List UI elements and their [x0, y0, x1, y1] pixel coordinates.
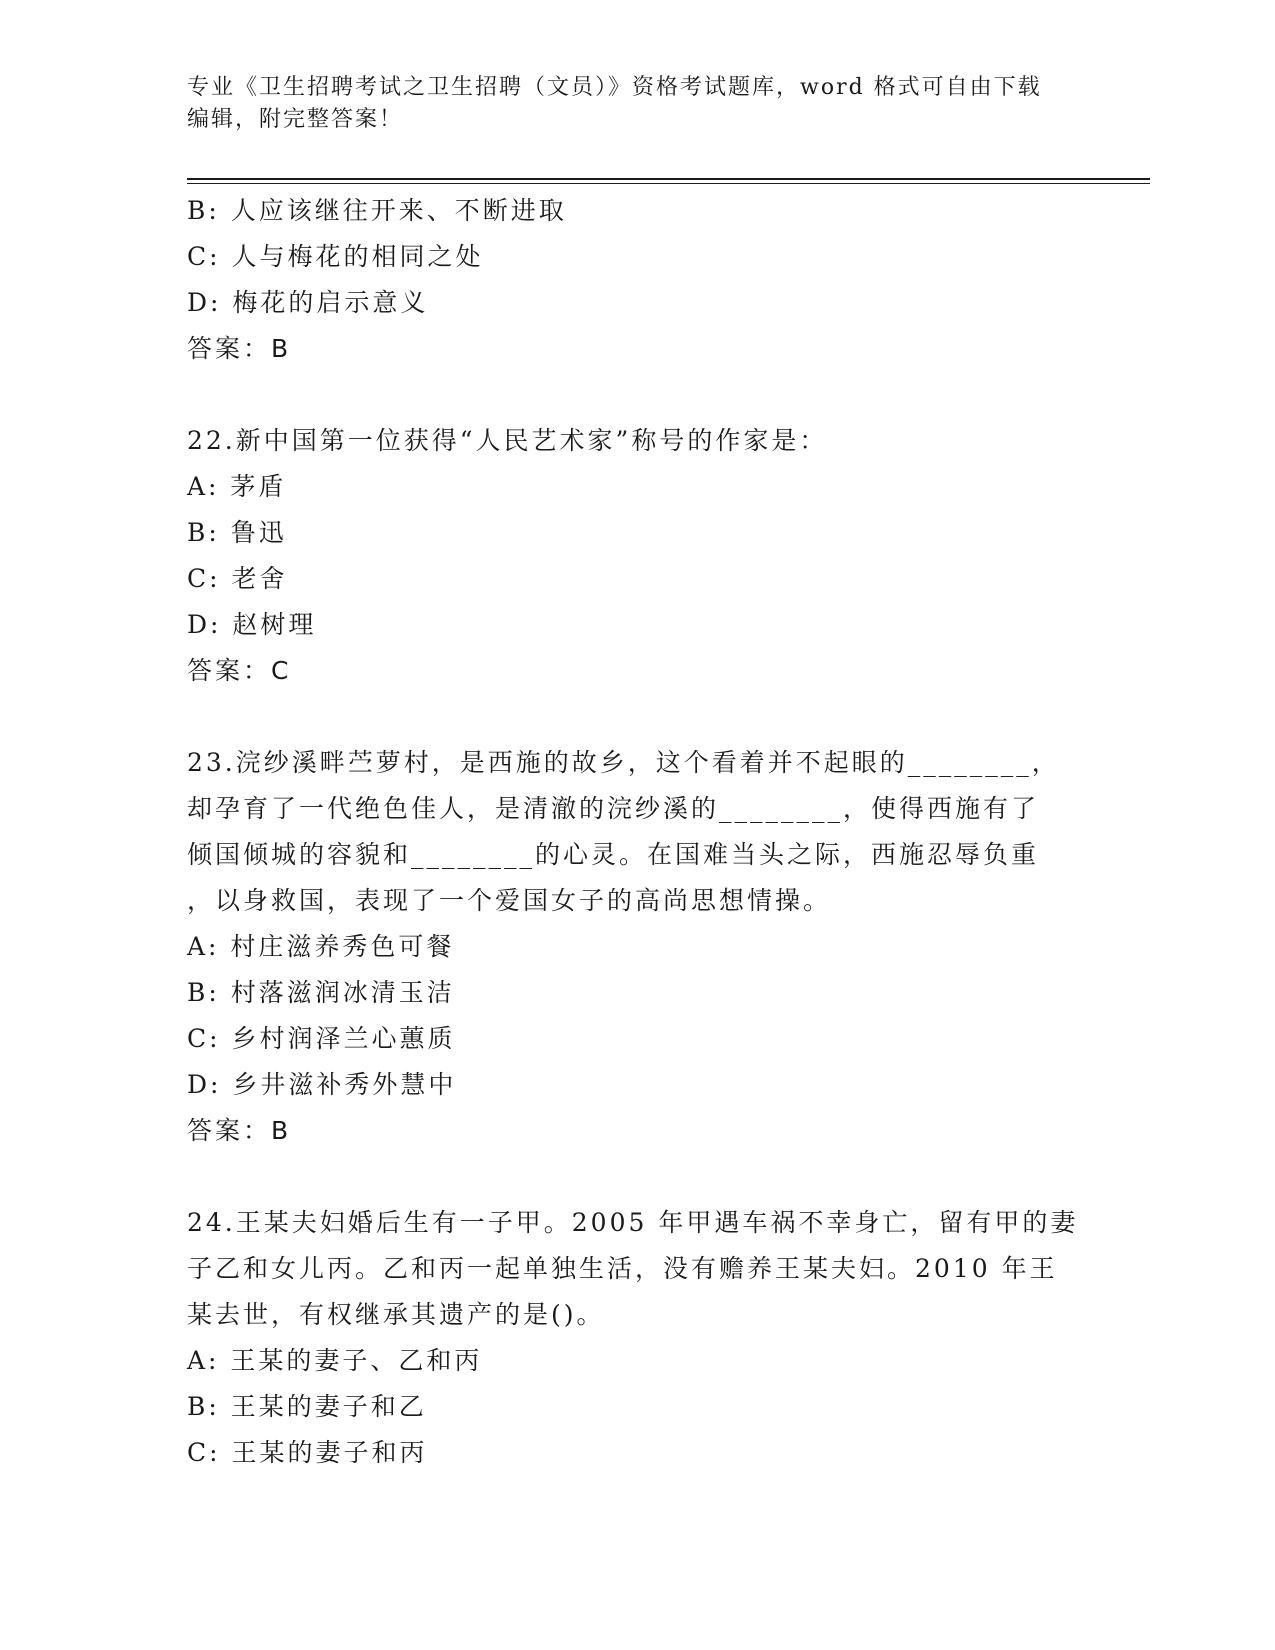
question-23	[187, 740, 1087, 1154]
spacer	[187, 694, 1087, 740]
option-d: D: 乡井滋补秀外慧中	[187, 1070, 457, 1099]
question-stem-line: 倾国倾城的容貌和________的心灵。在国难当头之际，西施忍辱负重	[187, 840, 1040, 869]
question-stem-line: 23.浣纱溪畔苎萝村，是西施的故乡，这个看着并不起眼的________，	[187, 748, 1060, 777]
question-stem: 22.新中国第一位获得“人民艺术家”称号的作家是：	[187, 426, 828, 455]
option-c: C: 王某的妻子和丙	[187, 1438, 428, 1467]
question-stem-line: 却孕育了一代绝色佳人，是清澈的浣纱溪的________，使得西施有了	[187, 794, 1040, 823]
answer-label: 答案：B	[187, 1116, 292, 1145]
question-stem-line: ，以身救国，表现了一个爱国女子的高尚思想情操。	[187, 886, 832, 915]
option-a: A: 茅盾	[187, 472, 287, 501]
question-stem-line: 某去世，有权继承其遗产的是()。	[187, 1300, 605, 1329]
spacer	[187, 1154, 1087, 1200]
question-24	[187, 1200, 1087, 1476]
option-a: A: 村庄滋养秀色可餐	[187, 932, 455, 961]
header-rule-thick	[187, 178, 1150, 180]
option-b: B: 村落滋润冰清玉洁	[187, 978, 455, 1007]
question-stem-line: 24.王某夫妇婚后生有一子甲。2005 年甲遇车祸不幸身亡，留有甲的妻	[187, 1208, 1079, 1237]
question-22	[187, 418, 1087, 694]
question-list	[187, 188, 1087, 1476]
answer-label: 答案：B	[187, 334, 292, 363]
header-line-1: 专业《卫生招聘考试之卫生招聘（文员）》资格考试题库，word 格式可自由下载	[187, 75, 1042, 100]
option-a: A: 王某的妻子、乙和丙	[187, 1346, 483, 1375]
option-d: D: 梅花的启示意义	[187, 288, 429, 317]
document-header	[187, 72, 1087, 136]
spacer	[187, 372, 1087, 418]
option-d: D: 赵树理	[187, 610, 317, 639]
option-c: C: 乡村润泽兰心蕙质	[187, 1024, 456, 1053]
question-stem-line: 子乙和女儿丙。乙和丙一起单独生活，没有赡养王某夫妇。2010 年王	[187, 1254, 1058, 1283]
option-b: B: 鲁迅	[187, 518, 287, 547]
question-21-tail	[187, 188, 1087, 372]
header-rule-thin	[187, 183, 1150, 184]
option-c: C: 老舍	[187, 564, 288, 593]
option-b: B: 王某的妻子和乙	[187, 1392, 427, 1421]
header-line-2: 编辑，附完整答案！	[187, 107, 404, 132]
option-b: B: 人应该继往开来、不断进取	[187, 196, 567, 225]
option-c: C: 人与梅花的相同之处	[187, 242, 484, 271]
answer-label: 答案：C	[187, 656, 292, 685]
